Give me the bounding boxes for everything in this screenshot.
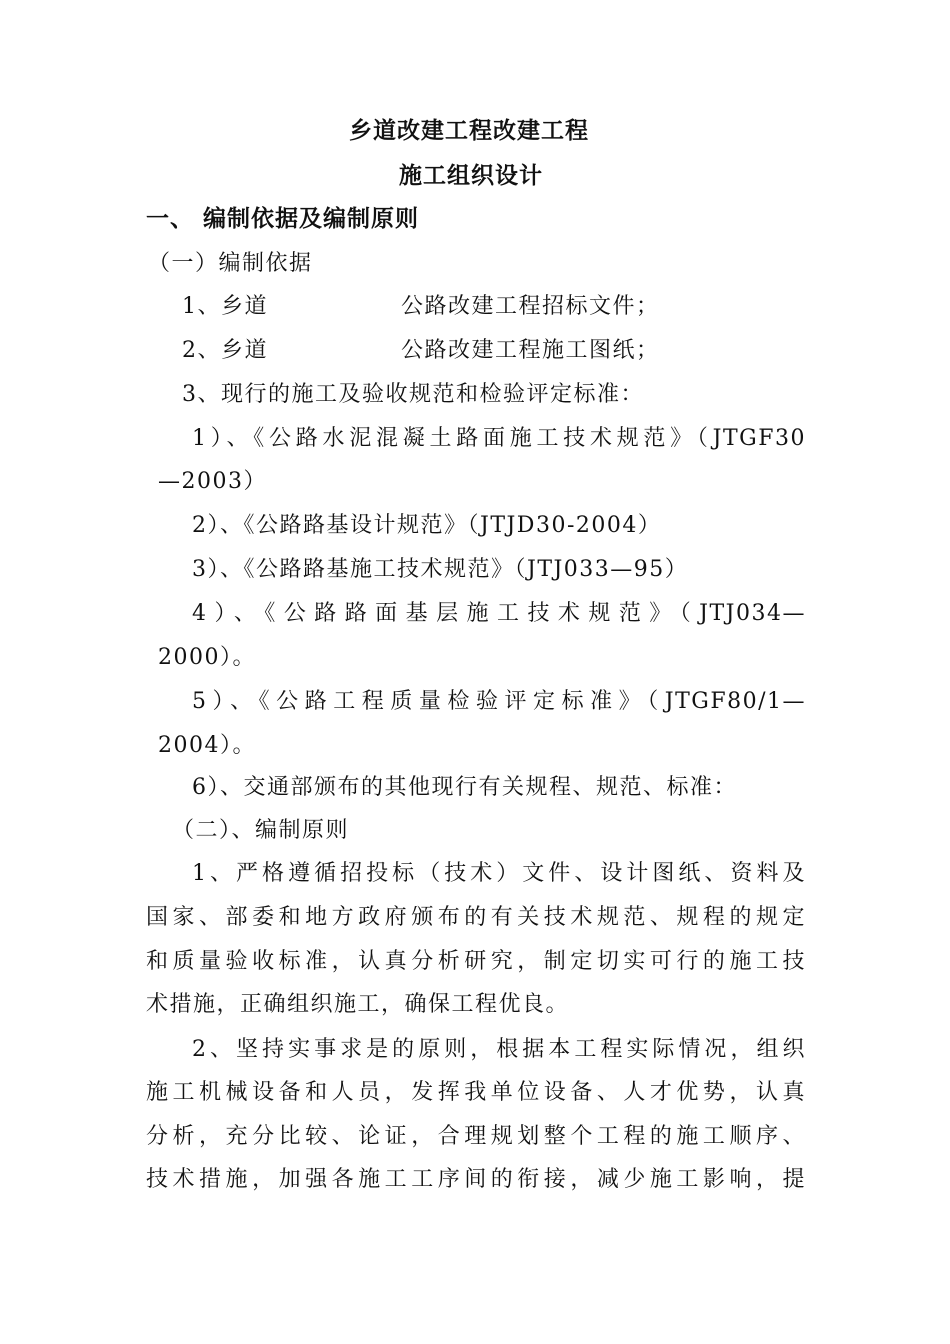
paragraph-line: 国家、部委和地方政府颁布的有关技术规范、规程的规定 [146,905,806,930]
basis-item-text: 公路改建工程施工图纸； [401,338,660,363]
document-title: 乡道改建工程改建工程 [349,117,589,144]
paragraph-line: 1、严格遵循招投标（技术）文件、设计图纸、资料及 [192,861,806,886]
document-subtitle: 施工组织设计 [399,162,543,189]
paragraph-line: 2、坚持实事求是的原则，根据本工程实际情况，组织 [192,1037,806,1062]
spec-item: 6）、交通部颁布的其他现行有关规程、规范、标准： [192,775,737,800]
paragraph-line: 分析，充分比较、论证，合理规划整个工程的施工顺序、 [146,1124,806,1149]
spec-item: 5）、《公路工程质量检验评定标准》（JTGF80/1— [192,689,806,714]
basis-item: 3、现行的施工及验收规范和检验评定标准： [182,382,644,407]
spec-item-continued: 2000）。 [158,645,256,670]
paragraph-line: 术措施，正确组织施工，确保工程优良。 [146,992,570,1017]
basis-item-num: 2、乡道 [182,338,268,363]
spec-item: 3）、《公路路基施工技术规范》（JTJ033—95） [192,557,689,582]
basis-item-num: 1、乡道 [182,294,268,319]
paragraph-line: 和质量验收标准，认真分析研究，制定切实可行的施工技 [146,949,806,974]
spec-item-continued: 2004）。 [158,733,256,758]
subsection-heading: （一）编制依据 [148,251,313,276]
paragraph-line: 技术措施，加强各施工工序间的衔接，减少施工影响，提 [146,1167,806,1192]
spec-item: 4）、《公路路面基层施工技术规范》（JTJ034— [192,601,806,626]
subsection-heading: （二）、编制原则 [172,818,350,843]
paragraph-line: 施工机械设备和人员，发挥我单位设备、人才优势，认真 [146,1080,806,1105]
basis-item-text: 公路改建工程招标文件； [401,294,660,319]
spec-item: 2）、《公路路基设计规范》（JTJD30-2004） [192,513,662,538]
spec-item-continued: —2003） [158,469,267,494]
section-heading: 一、 编制依据及编制原则 [146,205,420,232]
spec-item: 1）、《公路水泥混凝土路面施工技术规范》（JTGF30 [192,426,806,451]
